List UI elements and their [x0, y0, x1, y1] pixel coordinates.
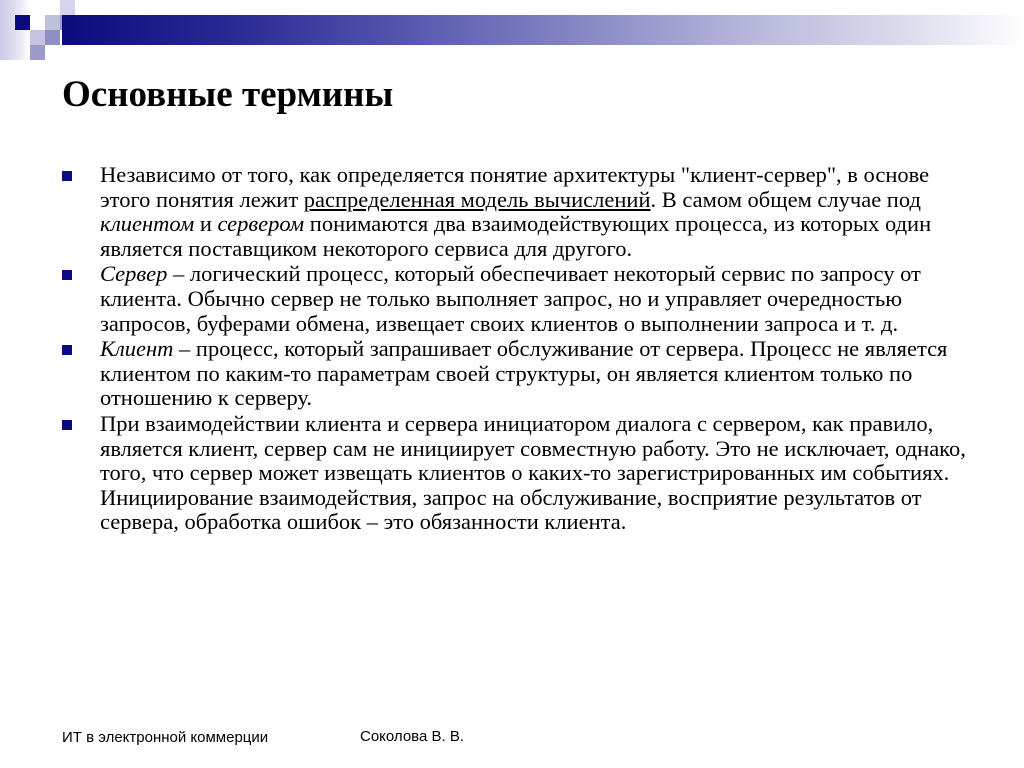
square-bullet-icon: [62, 171, 72, 181]
slide-title: Основные термины: [62, 74, 394, 115]
underlined-term: распределенная модель вычислений: [303, 186, 651, 212]
bullet-item: [62, 262, 967, 336]
square-bullet-icon: [62, 270, 72, 280]
decorative-square-light: [45, 15, 60, 30]
square-bullet-icon: [62, 345, 72, 355]
italic-term: клиентом: [100, 211, 195, 237]
square-bullet-icon: [62, 420, 72, 430]
decorative-square-light: [30, 30, 45, 45]
italic-term: Сервер: [100, 261, 168, 287]
bullet-text: понимаются два взаимодействующих процесса, из которых один является поставщиком некоторого сервиса для другого.: [100, 211, 932, 261]
bullet-text: Независимо от того, как определяется понятие архитектуры "клиент-сервер", в основе этого понятия лежит: [100, 162, 930, 212]
decorative-square-medium: [30, 45, 45, 60]
footer-course-title: ИТ в электронной коммерции: [62, 729, 269, 746]
bullet-text: . В самом общем случае под: [650, 186, 921, 212]
bullet-text: и: [194, 211, 218, 237]
decorative-square-navy: [15, 15, 30, 30]
decorative-square-medium: [45, 30, 60, 45]
bullet-text: При взаимодействии клиента и сервера инициатором диалога с сервером, как правило, является клиент, сервер сам не инициирует совместную работу. Это не исключает, однако, того, что сервер может извещать клиентов о каких-то зарегистрированных им событиях. Инициирование взаимодействия, запрос на обслуживание, восприятие результатов от сервера, обработка ошибок – это обязанности клиента.: [100, 410, 966, 535]
italic-term: сервером: [217, 211, 305, 237]
bullet-list: [62, 163, 967, 536]
bullet-text: – логический процесс, который обеспечивает некоторый сервис по запросу от клиента. Обычно сервер не только выполняет запрос, но и управляет очередностью запросов, буферами обмена, извещает своих клиентов о выполнении запроса и т. д.: [100, 261, 921, 336]
bullet-text: – процесс, который запрашивает обслуживание от сервера. Процесс не является клиентом по каким-то параметрам своей структуры, он является клиентом только по отношению к серверу.: [100, 336, 948, 411]
header-gradient-bar: [62, 15, 1024, 45]
header-decoration-gradient: [0, 0, 30, 60]
footer-author: Соколова В. В.: [360, 728, 465, 745]
bullet-item: [62, 412, 967, 535]
italic-term: Клиент: [100, 336, 174, 362]
bullet-item: [62, 337, 967, 411]
bullet-item: [62, 163, 967, 261]
decorative-square-pale: [60, 0, 75, 15]
